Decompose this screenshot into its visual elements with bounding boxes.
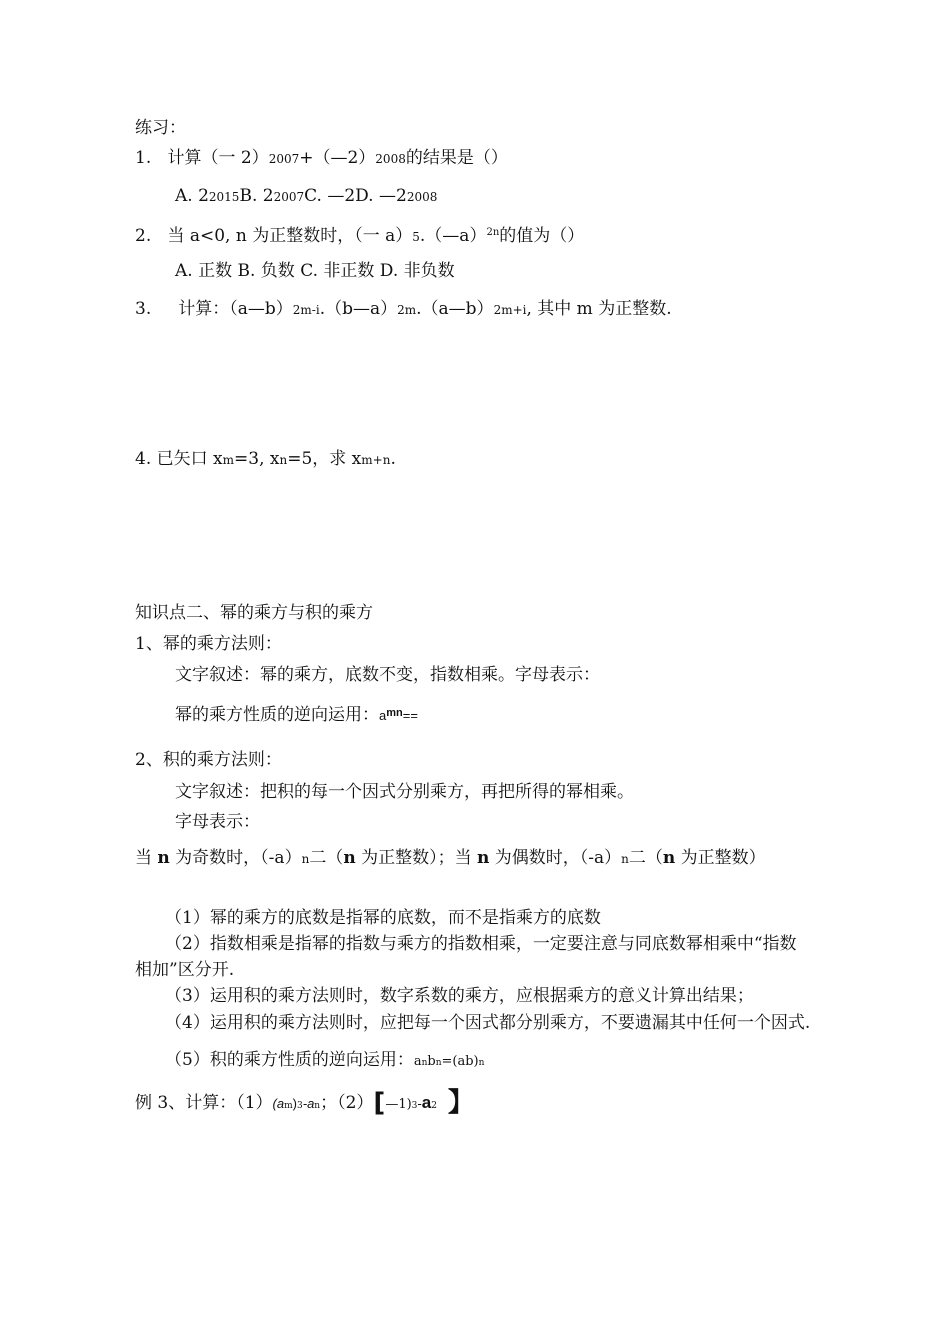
rule-2-title: 2、积的乘方法则： (135, 750, 282, 770)
rule-2-letter: 字母表示： (175, 812, 260, 832)
rule-1-title: 1、幂的乘方法则： (135, 634, 282, 654)
question-1-options: A. 22015B. 22007C. —2D. —22008 (175, 186, 438, 206)
section-title: 知识点二、幂的乘方与积的乘方 (135, 603, 373, 623)
note-1: （1）幂的乘方的底数是指幂的底数，而不是指乘方的底数 (165, 908, 601, 928)
rule-2-text: 文字叙述：把积的每一个因式分别乘方，再把所得的幂相乘。 (175, 782, 634, 802)
question-1: 1. 计算（一 2）2007+（—2）2008的结果是（） (135, 148, 508, 168)
note-2: （2）指数相乘是指幂的指数与乘方的指数相乘，一定要注意与同底数幂相乘中“指数 (165, 934, 797, 954)
rule-1-text: 文字叙述：幂的乘方，底数不变，指数相乘。字母表示： (175, 665, 600, 685)
note-2-continued: 相加”区分开. (135, 960, 235, 980)
example-3: 例 3、计算：（1）(am)3-an；（2）[—1)3-a2 】 (135, 1088, 474, 1118)
right-bracket: 】 (447, 1088, 474, 1118)
note-5: （5）积的乘方性质的逆向运用：anbn=(ab)n (165, 1050, 485, 1070)
practice-heading: 练习： (135, 118, 186, 138)
question-3: 3. 计算：（a—b）2m-i.（b—a）2m.（a—b）2m+i, 其中 m 为正整数. (135, 299, 672, 319)
rule-1-inverse: 幂的乘方性质的逆向运用：$a^{mn}==$ (175, 705, 418, 725)
question-2: 2. 当 a<0, n 为正整数时，（一 a）5.（—a）$^{2n}$的值为（） (135, 226, 585, 246)
note-3: （3）运用积的乘方法则时，数字系数的乘方，应根据乘方的意义计算出结果； (165, 986, 754, 1006)
question-4: 4. 已矢口 xm=3, xn=5，求 xm+n. (135, 449, 396, 469)
parity-line: 当 n 为奇数时，（-a）n二（n 为正整数）；当 n 为偶数时，（-a）n二（n 为正整数） (135, 848, 766, 868)
left-bracket: [ (373, 1088, 386, 1118)
question-2-options: A. 正数 B. 负数 C. 非正数 D. 非负数 (175, 261, 455, 281)
note-4: （4）运用积的乘方法则时，应把每一个因式都分别乘方，不要遗漏其中任何一个因式. (165, 1013, 811, 1033)
